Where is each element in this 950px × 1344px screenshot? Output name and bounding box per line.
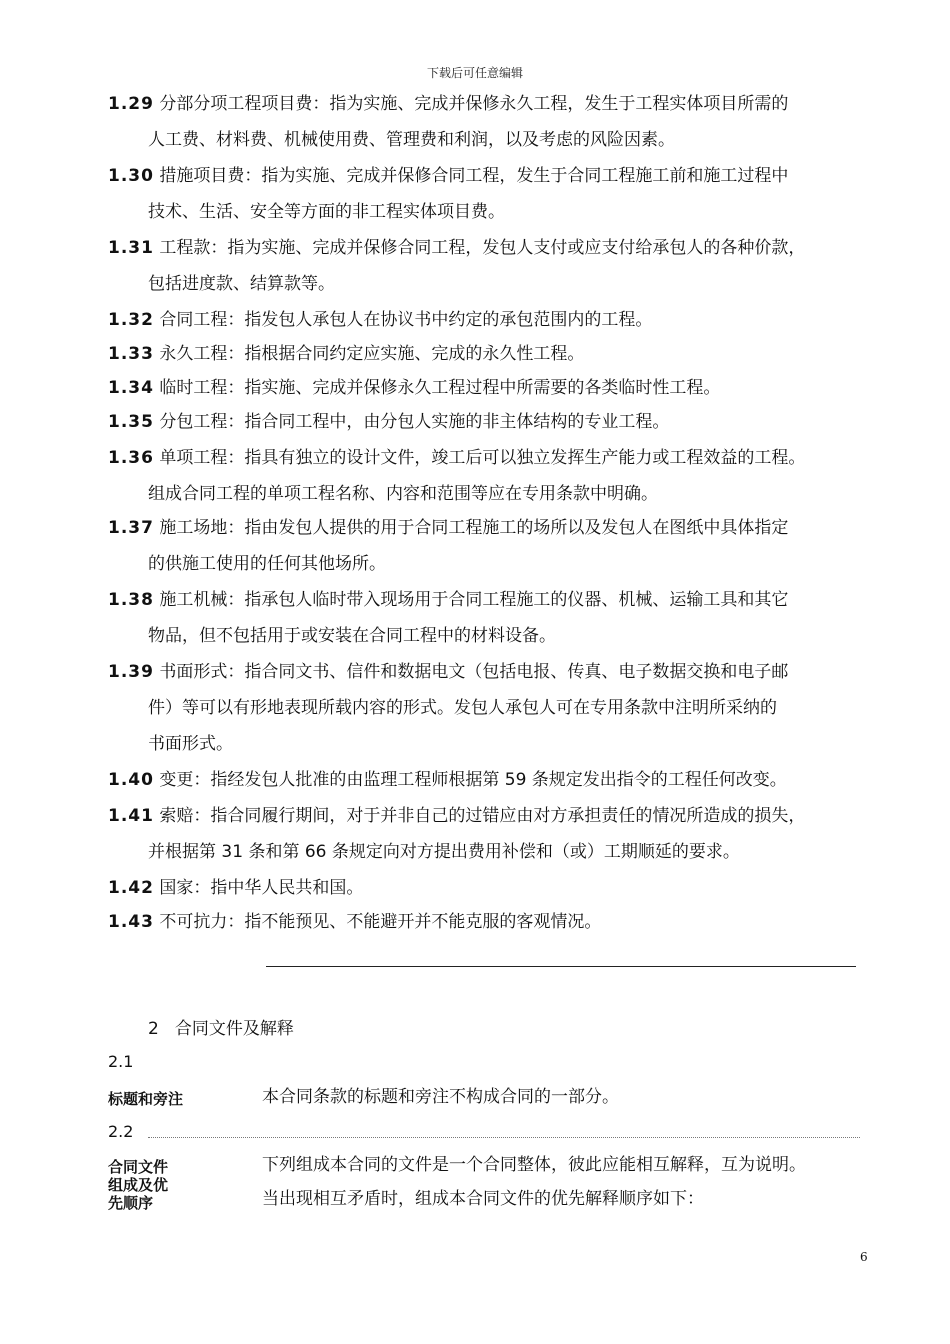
definition-text-cont: 物品，但不包括用于或安装在合同工程中的材料设备。	[148, 626, 556, 646]
definition-text: 分部分项工程项目费：指为实施、完成并保修永久工程，发生于工程实体项目所需的	[159, 94, 789, 114]
definition-1-42	[108, 870, 888, 906]
definition-number: 1.43	[108, 912, 154, 932]
definition-1-29	[108, 86, 888, 158]
page-header: 下载后可任意编辑	[426, 66, 523, 80]
definition-text: 合同工程：指发包人承包人在协议书中约定的承包范围内的工程。	[159, 310, 653, 330]
definition-text-cont: 书面形式。	[148, 734, 233, 754]
definition-1-37	[108, 510, 888, 582]
section-title: 合同文件及解释	[174, 1019, 294, 1039]
definition-1-30	[108, 158, 888, 230]
clause-text-line: 当出现相互矛盾时，组成本合同文件的优先解释顺序如下：	[262, 1189, 704, 1209]
definition-1-43	[108, 904, 888, 940]
definition-text: 单项工程：指具有独立的设计文件，竣工后可以独立发挥生产能力或工程效益的工程。	[159, 448, 806, 468]
section-number: 2	[148, 1019, 159, 1039]
definition-text: 临时工程：指实施、完成并保修永久工程过程中所需要的各类临时性工程。	[159, 378, 721, 398]
definition-number: 1.32	[108, 310, 154, 330]
definition-1-40	[108, 762, 888, 798]
definition-1-31	[108, 230, 888, 302]
definition-text: 施工场地：指由发包人提供的用于合同工程施工的场所以及发包人在图纸中具体指定	[159, 518, 789, 538]
definition-text-cont: 组成合同工程的单项工程名称、内容和范围等应在专用条款中明确。	[148, 484, 658, 504]
clause-number-2-2: 2.2	[108, 1122, 134, 1141]
clause-number-2-1: 2.1	[108, 1052, 134, 1071]
definition-1-41	[108, 798, 888, 870]
definition-number: 1.30	[108, 166, 154, 186]
clause-label-2-1: 标题和旁注	[108, 1090, 184, 1108]
definition-1-39	[108, 654, 888, 762]
definition-text-cont: 并根据第 31 条和第 66 条规定向对方提出费用补偿和（或）工期顺延的要求。	[148, 842, 740, 862]
definition-text: 工程款：指为实施、完成并保修合同工程，发包人支付或应支付给承包人的各种价款，	[159, 238, 806, 258]
definition-text: 措施项目费：指为实施、完成并保修合同工程，发生于合同工程施工前和施工过程中	[159, 166, 789, 186]
definition-1-33	[108, 336, 888, 372]
definition-number: 1.34	[108, 378, 154, 398]
definition-number: 1.37	[108, 518, 154, 538]
clause-label-line: 组成及优	[108, 1176, 169, 1194]
definition-text: 变更：指经发包人批准的由监理工程师根据第 59 条规定发出指令的工程任何改变。	[159, 770, 787, 790]
definition-text: 索赔：指合同履行期间，对于并非自己的过错应由对方承担责任的情况所造成的损失，	[159, 806, 806, 826]
definition-1-32	[108, 302, 888, 338]
definition-text: 永久工程：指根据合同约定应实施、完成的永久性工程。	[159, 344, 585, 364]
definition-text-cont: 人工费、材料费、机械使用费、管理费和利润，以及考虑的风险因素。	[148, 130, 675, 150]
clause-text-line: 下列组成本合同的文件是一个合同整体，彼此应能相互解释，互为说明。	[262, 1155, 806, 1175]
dotted-leader-line	[148, 1137, 860, 1138]
definition-text-cont: 包括进度款、结算款等。	[148, 274, 335, 294]
clause-text-2-2	[262, 1148, 806, 1216]
definition-number: 1.35	[108, 412, 154, 432]
definition-number: 1.33	[108, 344, 154, 364]
definition-number: 1.39	[108, 662, 154, 682]
definition-number: 1.41	[108, 806, 154, 826]
definition-text: 书面形式：指合同文书、信件和数据电文（包括电报、传真、电子数据交换和电子邮	[159, 662, 789, 682]
definition-text: 国家：指中华人民共和国。	[159, 878, 364, 898]
definition-text: 不可抗力：指不能预见、不能避开并不能克服的客观情况。	[159, 912, 602, 932]
definition-1-38	[108, 582, 888, 654]
definition-text-cont: 件）等可以有形地表现所载内容的形式。发包人承包人可在专用条款中注明所采纳的	[148, 698, 777, 718]
definition-1-36	[108, 440, 888, 512]
definition-text: 施工机械：指承包人临时带入现场用于合同工程施工的仪器、机械、运输工具和其它	[159, 590, 789, 610]
definition-number: 1.38	[108, 590, 154, 610]
clause-label-line: 先顺序	[108, 1194, 154, 1212]
page-number: 6	[860, 1250, 868, 1264]
definition-text: 分包工程：指合同工程中，由分包人实施的非主体结构的专业工程。	[159, 412, 670, 432]
definition-text-cont: 的供施工使用的任何其他场所。	[148, 554, 386, 574]
clause-text-2-1: 本合同条款的标题和旁注不构成合同的一部分。	[262, 1087, 619, 1107]
definition-1-35	[108, 404, 888, 440]
clause-label-line: 合同文件	[108, 1158, 169, 1176]
definition-number: 1.29	[108, 94, 154, 114]
definition-1-34	[108, 370, 888, 406]
definition-number: 1.36	[108, 448, 154, 468]
definition-number: 1.40	[108, 770, 154, 790]
section-divider	[266, 966, 856, 967]
definition-text-cont: 技术、生活、安全等方面的非工程实体项目费。	[148, 202, 505, 222]
clause-label-2-2	[108, 1158, 198, 1212]
section-heading	[148, 1014, 294, 1039]
definition-number: 1.31	[108, 238, 154, 258]
definition-number: 1.42	[108, 878, 154, 898]
